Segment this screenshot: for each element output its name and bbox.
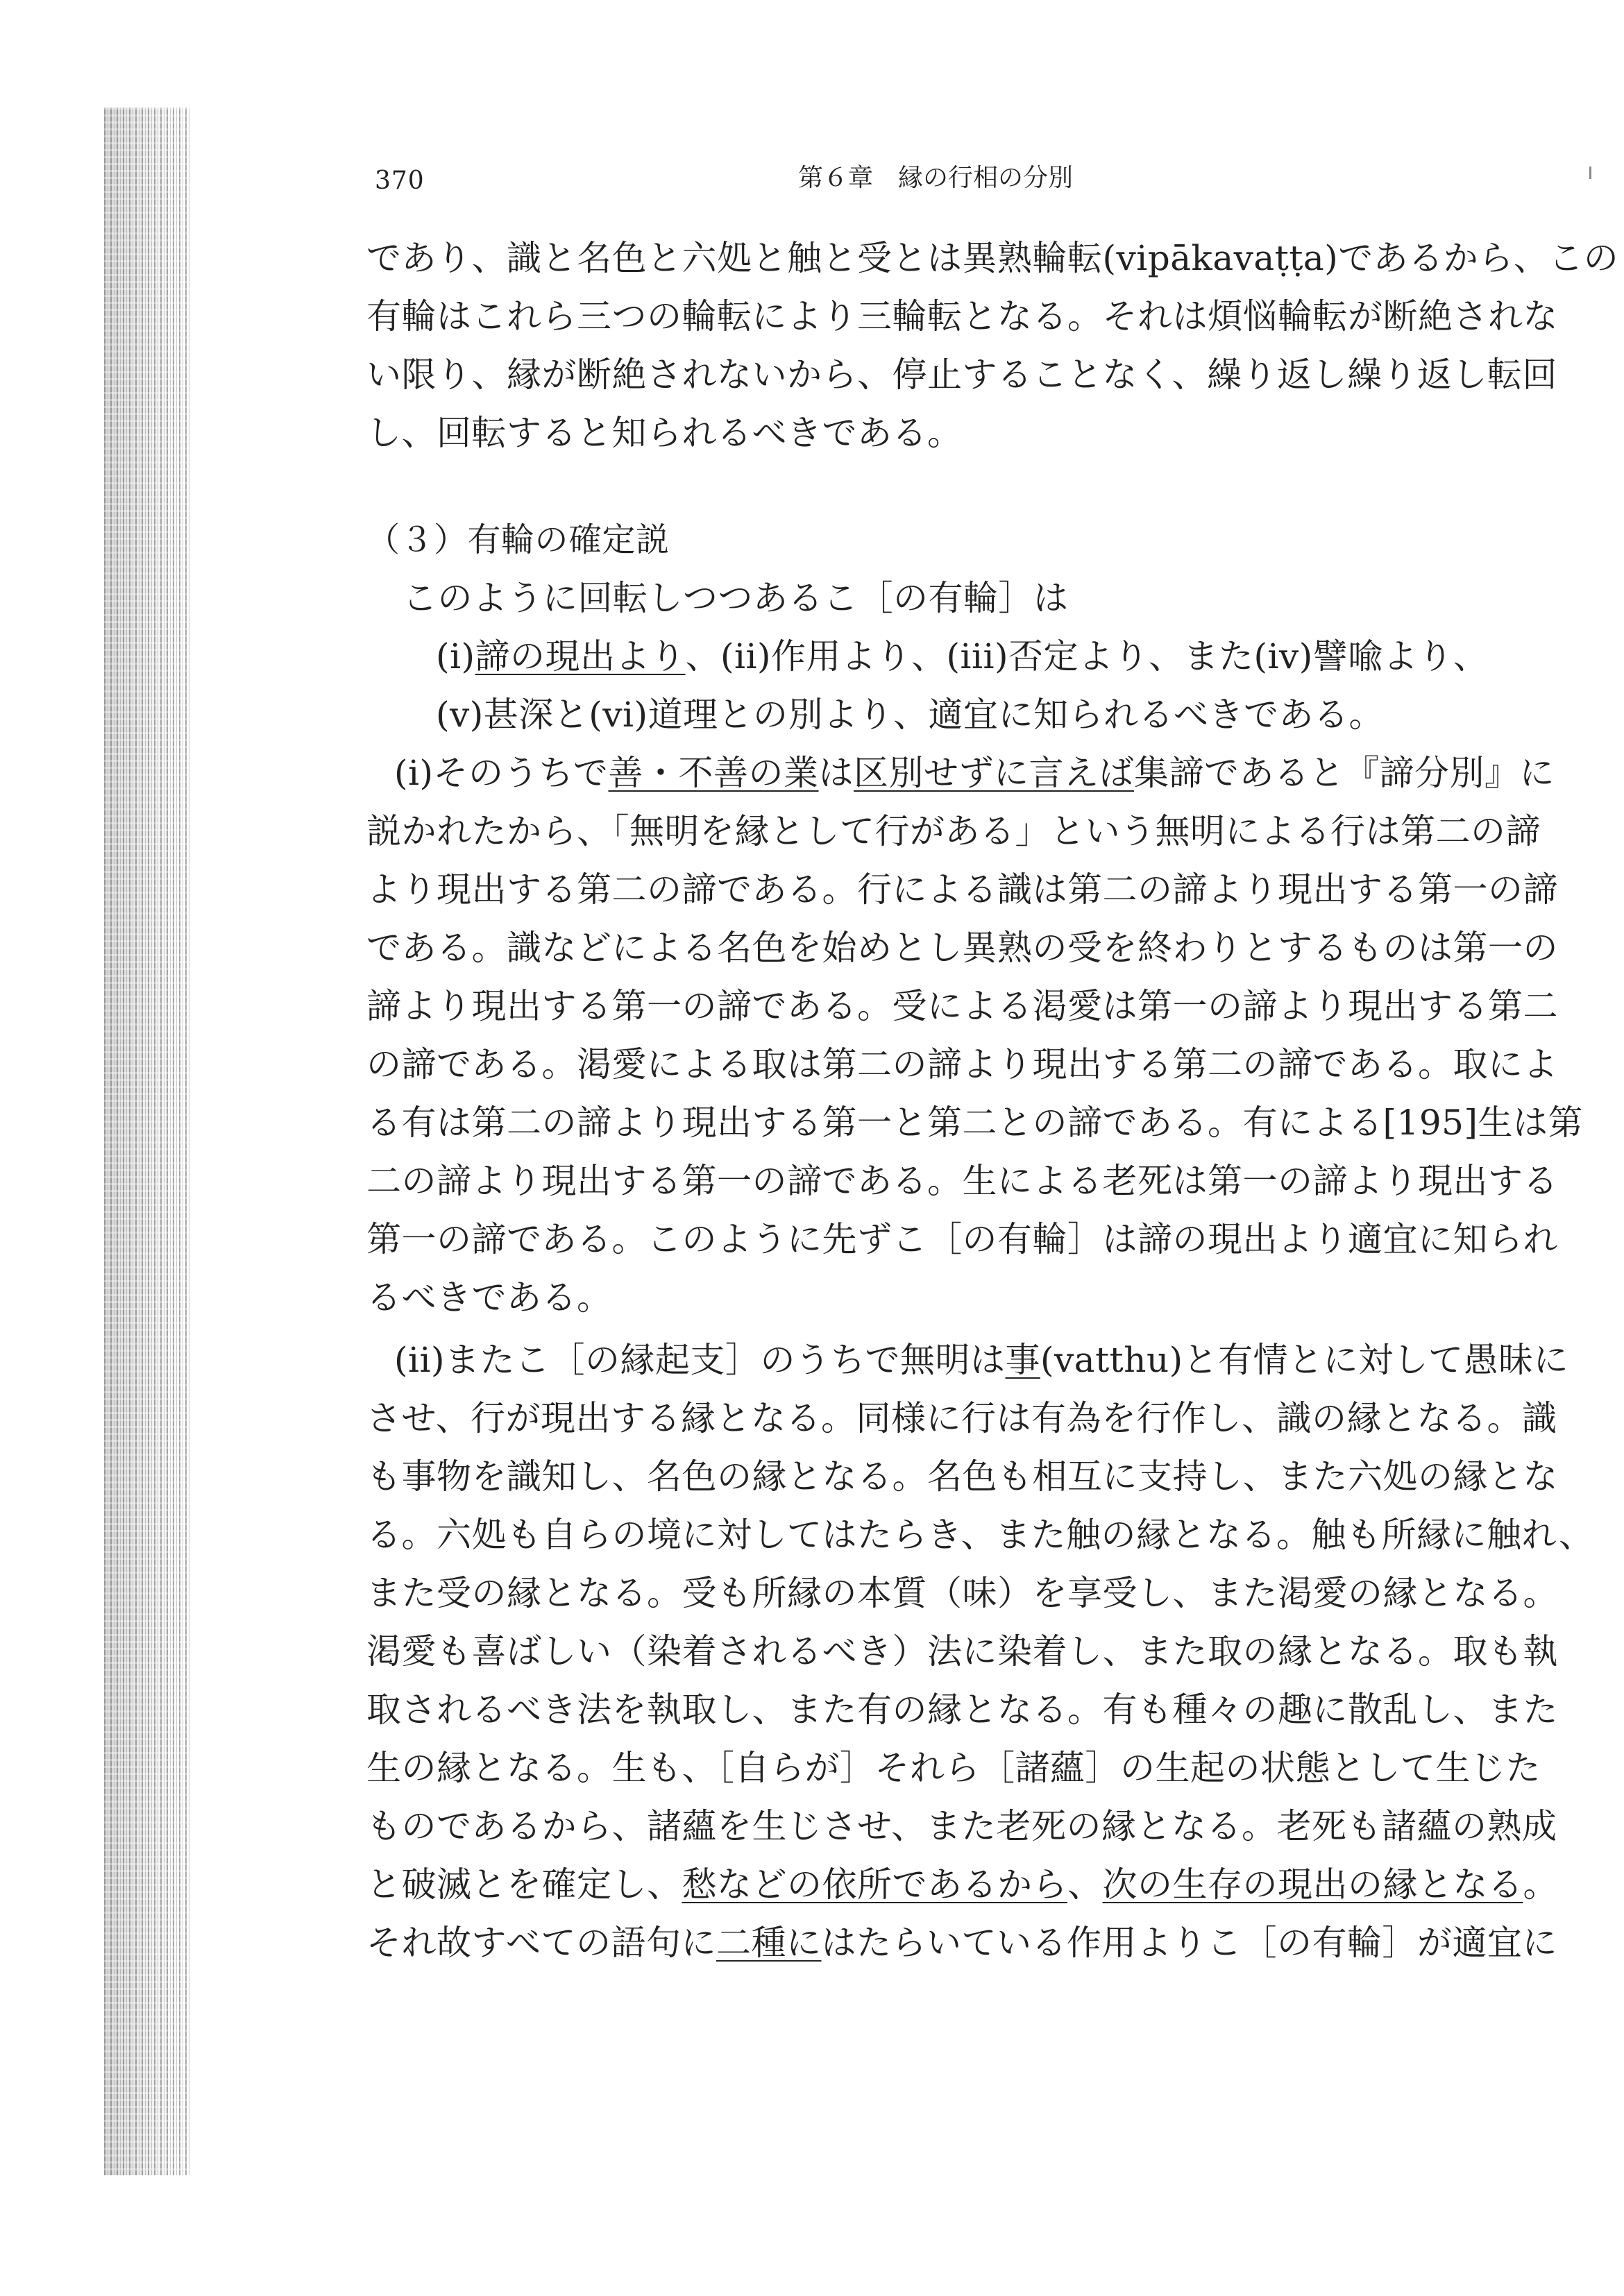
scan-mark bbox=[1589, 167, 1591, 179]
text-line: 生の縁となる。生も、［自らが］それら［諸蘊］の生起の状態として生じた bbox=[366, 1748, 1541, 1788]
verse-text: 、(ii)作用より、(iii)否定より、また(iv)譬喩より、 bbox=[685, 636, 1489, 677]
text-run: (i)そのうちで bbox=[394, 753, 609, 793]
text-run: (ii)またこ［の縁起支］のうちで無明は bbox=[394, 1340, 1006, 1380]
underlined-phrase: 諦の現出より bbox=[475, 636, 686, 677]
text-line: であり、識と名色と六処と触と受とは異熟輪転(vipākavaṭṭa)であるから、この bbox=[366, 238, 1619, 278]
text-line: 諦より現出する第一の諦である。受による渇愛は第一の諦より現出する第二 bbox=[366, 986, 1558, 1026]
section-title: （３）有輪の確定説 bbox=[366, 520, 670, 559]
text-run: はたらいている作用よりこ［の有輪］が適宜に bbox=[821, 1923, 1557, 1963]
text-line: る。六処も自らの境に対してはたらき、また触の縁となる。触も所縁に触れ、 bbox=[366, 1515, 1594, 1555]
verse-line: (v)甚深と(vi)道理との別より、適宜に知られるべきである。 bbox=[436, 695, 1385, 735]
underlined-phrase: 事 bbox=[1005, 1340, 1040, 1380]
text-line: 有輪はこれら三つの輪転により三輪転となる。それは煩悩輪転が断絶されな bbox=[366, 296, 1558, 337]
verse-line bbox=[366, 627, 1560, 686]
text-line: である。識などによる名色を始めとし異熟の受を終わりとするものは第一の bbox=[366, 928, 1558, 968]
text-line: 説かれたから、「無明を縁として行がある」という無明による行は第二の諦 bbox=[366, 811, 1541, 851]
text-line: 第一の諦である。このように先ずこ［の有輪］は諦の現出より適宜に知られ bbox=[366, 1219, 1558, 1259]
page-number: 370 bbox=[375, 167, 425, 195]
text-line: い限り、縁が断絶されないから、停止することなく、繰り返し繰り返し転回 bbox=[366, 355, 1557, 395]
text-line: させ、行が現出する縁となる。同様に行は有為を行作し、識の縁となる。識 bbox=[366, 1398, 1557, 1438]
text-run: (vatthu)と有情とに対して愚昧に bbox=[1040, 1340, 1569, 1380]
text-line: るべきである。 bbox=[366, 1277, 612, 1318]
text-line: ものであるから、諸蘊を生じさせ、また老死の縁となる。老死も諸蘊の熟成 bbox=[366, 1806, 1557, 1846]
text-line: も事物を識知し、名色の縁となる。名色も相互に支持し、また六処の縁とな bbox=[366, 1456, 1558, 1497]
text-run: と破滅とを確定し、 bbox=[366, 1864, 682, 1905]
text-line: より現出する第二の諦である。行による識は第二の諦より現出する第一の諦 bbox=[366, 869, 1558, 910]
text-line: 取されるべき法を執取し、また有の縁となる。有も種々の趣に散乱し、また bbox=[366, 1690, 1558, 1730]
underlined-phrase: 区別せずに言えば bbox=[854, 753, 1135, 793]
text-run: は bbox=[818, 753, 854, 793]
paragraph-3 bbox=[366, 1331, 1594, 1972]
text-line: し、回転すると知られるべきである。 bbox=[366, 413, 963, 453]
page-header bbox=[375, 158, 1555, 200]
text-line: の諦である。渇愛による取は第二の諦より現出する第二の諦である。取によ bbox=[366, 1044, 1558, 1085]
text-line bbox=[366, 1331, 1569, 1389]
underlined-phrase: 愁などの依所であるから bbox=[682, 1864, 1067, 1905]
text-run: 。 bbox=[1523, 1864, 1558, 1905]
text-run: 、 bbox=[1067, 1864, 1103, 1905]
underlined-phrase: 善・不善の業 bbox=[608, 753, 819, 793]
text-run: 集諦であると『諦分別』に bbox=[1134, 753, 1555, 793]
section-intro: このように回転しつつあるこ［の有輪］は bbox=[403, 578, 1069, 618]
verse-text: (i) bbox=[436, 636, 475, 677]
body-text bbox=[366, 229, 1619, 1972]
text-line: る有は第二の諦より現出する第一と第二との諦である。有による[195]生は第 bbox=[366, 1103, 1583, 1143]
underlined-phrase: 次の生存の現出の縁となる bbox=[1102, 1864, 1523, 1905]
text-line: また受の縁となる。受も所縁の本質（味）を享受し、また渇愛の縁となる。 bbox=[366, 1573, 1558, 1613]
text-run: それ故すべての語句に bbox=[366, 1923, 716, 1963]
text-line bbox=[366, 744, 1560, 802]
text-line: 渇愛も喜ばしい（染着されるべき）法に染着し、また取の縁となる。取も執 bbox=[366, 1631, 1558, 1672]
running-head: 第６章 縁の行相の分別 bbox=[798, 164, 1074, 192]
text-line bbox=[366, 1914, 1560, 1972]
paragraph-1 bbox=[366, 229, 1619, 462]
binding-edge-shadow bbox=[104, 108, 191, 2175]
paragraph-2 bbox=[366, 744, 1583, 1327]
text-line bbox=[366, 1855, 1560, 1914]
text-line: 二の諦より現出する第一の諦である。生による老死は第一の諦より現出する bbox=[366, 1161, 1558, 1201]
underlined-phrase: 二種に bbox=[716, 1923, 822, 1963]
